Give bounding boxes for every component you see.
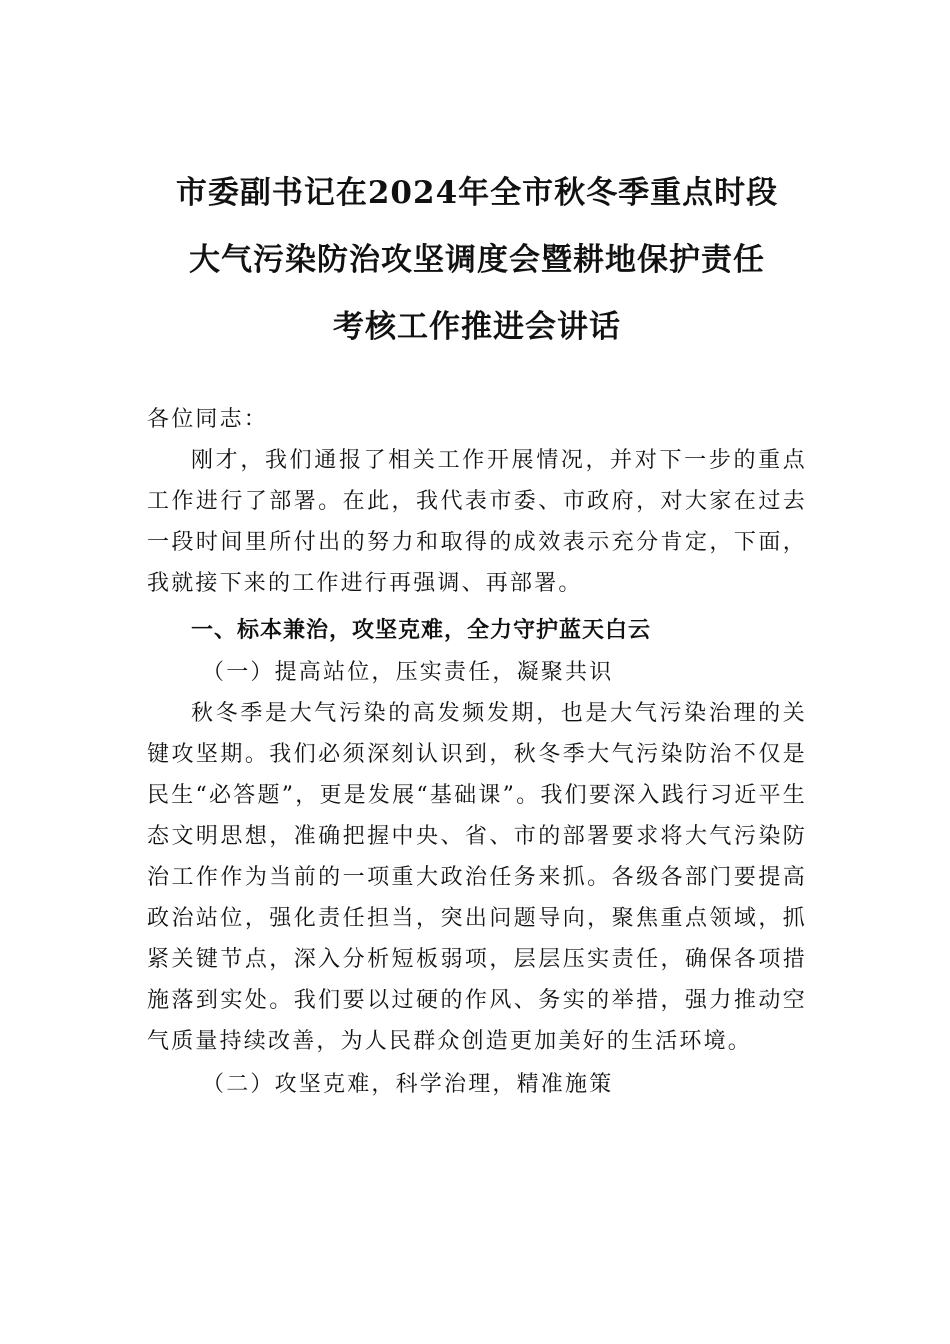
subsection-paragraph-1: 秋冬季是大气污染的高发频发期，也是大气污染治理的关键攻坚期。我们必须深刻认识到，秋冬季大气污染防治不仅是民生“必答题”，更是发展“基础课”。我们要深入践行习近平生态文明思想，准确把握中央、省、市的部署要求将大气污染防治工作作为当前的一项重大政治任务来抓。各级各部门要提高政治站位，强化责任担当，突出问题导向，聚焦重点领域，抓紧关键节点，深入分析短板弱项，层层压实责任，确保各项措施落到实处。我们要以过硬的作风、务实的举措，强力推动空气质量持续改善，为人民群众创造更加美好的生活环境。 <box>147 701 807 1054</box>
title-line-3: 考核工作推进会讲话 <box>333 309 621 345</box>
document-title <box>147 160 807 361</box>
document-body <box>147 399 807 1105</box>
document-page <box>147 0 807 1105</box>
intro-paragraph: 刚才，我们通报了相关工作开展情况，并对下一步的重点工作进行了部署。在此，我代表市委、市政府，对大家在过去一段时间里所付出的努力和取得的成效表示充分肯定，下面，我就接下来的工作进行再强调、再部署。 <box>147 448 807 596</box>
title-line-2: 大气污染防治攻坚调度会暨耕地保护责任 <box>189 242 765 278</box>
subsection-heading-2: （二）攻坚克难，科学治理，精准施策 <box>202 1072 614 1097</box>
title-line-1: 市委副书记在2024年全市秋冬季重点时段 <box>175 175 779 211</box>
section-heading-1: 一、标本兼治，攻坚克难，全力守护蓝天白云 <box>191 618 652 643</box>
greeting: 各位同志： <box>147 407 269 432</box>
subsection-heading-1: （一）提高站位，压实责任，凝聚共识 <box>202 660 614 685</box>
